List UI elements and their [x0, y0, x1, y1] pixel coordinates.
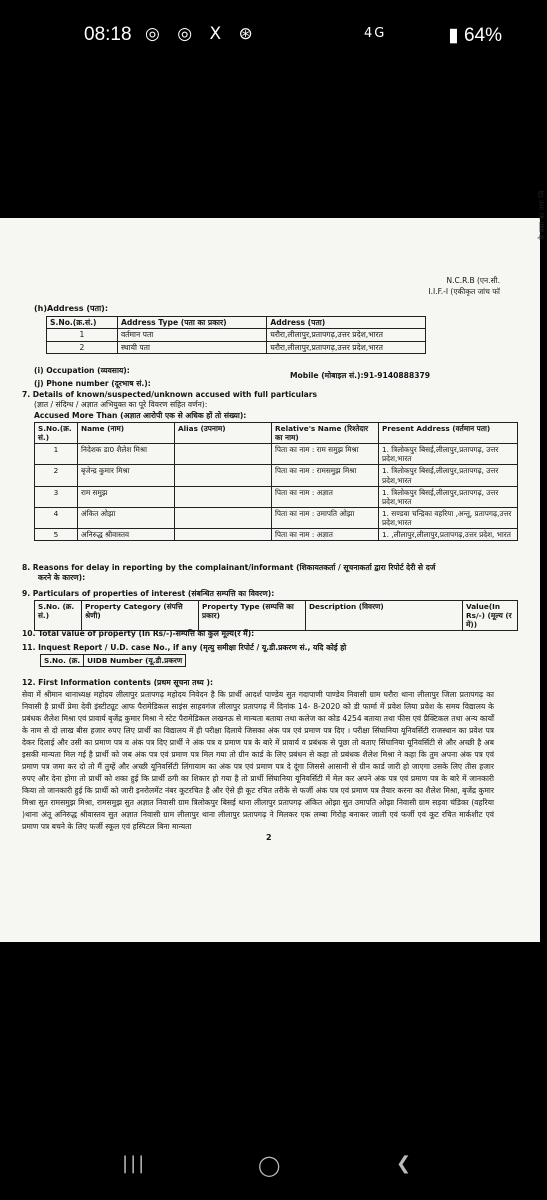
- accused-cell: बृजेन्द्र कुमार मिश्रा: [78, 465, 175, 486]
- address-cell: 2: [47, 341, 118, 353]
- table-row: [35, 465, 518, 486]
- accused-cell: राम समुझ: [78, 486, 175, 507]
- accused-cell: पिता का नाम : अज्ञात: [272, 486, 379, 507]
- accused-cell: पिता का नाम : राम समुझ मिश्रा: [272, 444, 379, 465]
- battery-level: 64%: [463, 25, 502, 46]
- address-table: [46, 316, 426, 354]
- fir-document: [0, 190, 546, 942]
- header-iif: I.I.F.-I (एकीकृत जांच फॉ: [428, 287, 500, 296]
- accused-cell: पिता का नाम : अज्ञात: [272, 529, 379, 541]
- accused-cell: 1. त्रिलोकपुर बिसई,लीलापुर,प्रतापगढ़, उत्तर प्रदेश,भारत: [379, 486, 518, 507]
- property-table: [34, 600, 518, 631]
- edge-text: के प्रसा का तथा जि: [538, 190, 546, 240]
- accused-cell: 5: [35, 529, 78, 541]
- address-header: Address Type (पता का प्रकार): [117, 317, 266, 329]
- home-icon: ◯: [258, 1153, 281, 1177]
- occupation-line: (i) Occupation (व्यवसाय):: [34, 366, 130, 375]
- item7-title: 7. Details of known/suspected/unknown accused with full particulars: [22, 390, 318, 399]
- fir-contents: सेवा में श्रीमान थानाध्यक्ष महोदय लीलापुर प्रतापगढ़ महोदय निवेदन है कि प्रार्थी आदर्श पाण्डेय सुत गदापाणी पाण्डेय निवासी ग्राम घरौरा थाना लीलापुर जिला प्रतापगढ़ का निवासी है प्रार्थी प्रेमा देवी इंस्टीट्यूट आफ पैरामेडिकल साइंस साहवगंज लीलापुर प्रतापगढ़ में दिनांक 14- 8-2020 को डी फार्मा में प्रवेश लिया प्रवेश के समय विद्यालय के प्रबंधक शैलेश मिश्रा एवं प्रावार्य बृजेंद्र कुमार मिश्रा ने स्टेट पैरामेडिकल लखनऊ से मान्यता बताया तथा कलेज का कोड 4254 बताया तथा फीस एवं प्रैक्टिकल तथा अन्य कार्यों के नाम से दो लाख बीस हजार रुपए लिए प्रार्थी का विद्यालय में ही परीक्षा दिलाये जिसका अंक पत्र एवं प्रमाण पत्र दिए । परीक्षा सिंघानिया यूनिवर्सिटी राजस्थान का प्रवेश पत्र देकर दिलाई और उसी का प्रमाण पत्र व अंक पत्र दिए प्रार्थी ने अंक पत्र व प्रमाण पत्र के बारे में प्रावार्य व प्रबंधक से पूछा तो बताए सिंघानिया यूनिवर्सिटी से और अच्छी है अब इसकी मान्यता मिल गई है प्रार्थी को जब अंक पत्र एवं प्रमाण पत्र मिल गया तो ग्रीन कार्ड के लिए प्रबंधन से कहा तो प्रबंधक शैलेश मिश्रा ने कहा कि तुम अपना अंक पत्र एवं प्रमाण पत्र जमा कर दो तो मैं तुम्हें और अच्छी यूनिवर्सिटी लिंगायाम का अंक पत्र एवं प्रमाण पत्र दे दूंगा जिससे आसानी से ग्रीन कार्ड जारी हो जाएगा उसके लिए तीस हजार रुपए और देना होगा तो प्रार्थी को शका हुई कि प्रार्थी ठगी का शिकार हो गया है तो प्रार्थी सिंघानिया यूनिवर्सिटी में मेल कर अपने अंक पत्र एवं प्रमाण पत्र के बारे में जानकारी किया तो जानकारी हुई कि प्रार्थी को जारी इनरोलमेंट नंबर कूटरचित है और ऐसे ही कूट रचित तरीके से फर्जी अंक पत्र एवं प्रमाण पत्र तैयार करना का शैलेश मिश्रा, बृजेंद्र कुमार मिश्रा सुत रामसमुझ मिश्रा, रामसमुझ सुत अज्ञात निवासी ग्राम त्रिलोकपुर बिसई थाना लीलापुर प्रतापगढ़ अंकित ओझा सुत उमापति ओझा निवासी ग्राम सड़वा चंडिका (वहरिया )थाना अंतू अनिरुद्ध श्रीवास्तव सुत अज्ञात निवासी ग्राम लीलापुर थाना लीलापुर प्रतापगढ़ ने मिलकर एक लम्बा गिरोह बनाकर जाली एवं फर्जी एवं कूट रचित मार्कशीट एवं प्रमाण पत्र बचने के लिए फर्जी स्कूल एवं हस्पिटल बिना मान्यता: [22, 690, 494, 831]
- accused-table: [34, 422, 518, 541]
- property-header: Property Type (सम्पत्ति का प्रकार): [199, 601, 306, 631]
- mobile-line: Mobile (मोबाइल सं.):91-9140888379: [290, 371, 431, 380]
- address-cell: स्थायी पता: [117, 341, 266, 353]
- item8-cont: करने के कारण):: [38, 573, 86, 582]
- address-cell: वर्तमान पता: [117, 329, 266, 341]
- table-row: [35, 444, 518, 465]
- accused-more-than: Accused More Than (अज्ञात आरोपी एक से अधिक हों तो संख्या):: [34, 411, 247, 420]
- item12: 12. First Information contents (प्रथम सूचना तथ्य ):: [22, 678, 213, 687]
- back-button[interactable]: [396, 1153, 411, 1174]
- item8: 8. Reasons for delay in reporting by the complainant/informant (शिकायतकर्ता / सूचनाकर्ता द्वारा रिपोर्ट देरी से दर्ज: [22, 563, 436, 572]
- address-heading: (h)Address (पता):: [34, 304, 109, 313]
- uidb-header: S.No. (क्र.: [41, 655, 84, 667]
- accused-cell: [175, 465, 272, 486]
- table-row: [47, 329, 426, 341]
- table-row: [35, 486, 518, 507]
- accused-cell: पिता का नाम : उमापति ओझा: [272, 507, 379, 528]
- accused-cell: 1. ,लीलापुर,लीलापुर,प्रतापगढ़,उत्तर प्रदेश, भारत: [379, 529, 518, 541]
- table-row: [35, 507, 518, 528]
- address-header: S.No.(क्र.सं.): [47, 317, 118, 329]
- battery-indicator: [448, 24, 502, 47]
- page-number: 2: [266, 833, 272, 842]
- property-header: Value(In Rs/-) (मूल्य (र में)): [463, 601, 518, 631]
- address-cell: घरौरा,लीलापुर,प्रतापगढ़,उत्तर प्रदेश,भारत: [267, 329, 426, 341]
- phone-line: (j) Phone number (दूरभाष सं.):: [34, 379, 151, 388]
- status-bar: [0, 0, 540, 72]
- accused-cell: 3: [35, 486, 78, 507]
- property-header: Property Category (संपत्ति श्रेणी): [82, 601, 199, 631]
- document-photo[interactable]: [0, 190, 546, 942]
- address-cell: घरौरा,लीलापुर,प्रतापगढ़,उत्तर प्रदेश,भारत: [267, 341, 426, 353]
- network-icon: 4G: [364, 26, 387, 41]
- table-row: [47, 341, 426, 353]
- status-time: 08:18: [84, 24, 132, 45]
- accused-cell: 1. त्रिलोकपुर बिसई,लीलापुर,प्रतापगढ़, उत्तर प्रदेश,भारत: [379, 465, 518, 486]
- item10: 10. Total value of property (In Rs/-)-सम्पत्ति का कुल मूल्य(र में):: [22, 629, 255, 638]
- accused-cell: 1. सण्डवा चन्द्रिका वहरिया ,अन्तू, प्रतापगढ़,उत्तर प्रदेश,भारत: [379, 507, 518, 528]
- accused-header: Alias (उपनाम): [175, 423, 272, 444]
- accused-header: S.No.(क्र. सं.): [35, 423, 78, 444]
- uidb-header: UIDB Number (यू.डी.प्रकरण: [84, 655, 186, 667]
- accused-header: Present Address (वर्तमान पता): [379, 423, 518, 444]
- accused-cell: निदेशक डा0 शैलेश मिश्रा: [78, 444, 175, 465]
- accused-cell: पिता का नाम : रामसमुझ मिश्रा: [272, 465, 379, 486]
- item11: 11. Inquest Report / U.D. case No., if any (मृत्यु समीक्षा रिपोर्ट / यू.डी.प्रकरण सं., यदि कोई हो: [22, 643, 347, 652]
- notification-icons: ◎ ◎ X ⊛: [145, 24, 259, 44]
- item9: 9. Particulars of properties of interest (संबन्धित सम्पत्ति का विवरण):: [22, 589, 275, 598]
- address-cell: 1: [47, 329, 118, 341]
- property-header: Description (विवरण): [306, 601, 463, 631]
- uidb-table: [40, 654, 186, 667]
- accused-cell: अंकित ओझा: [78, 507, 175, 528]
- accused-cell: 2: [35, 465, 78, 486]
- accused-cell: [175, 529, 272, 541]
- header-ncrb: N.C.R.B (एन.सी.: [446, 276, 500, 285]
- recent-apps-icon: |||: [122, 1153, 147, 1174]
- accused-cell: अनिरुद्ध श्रीवास्तव: [78, 529, 175, 541]
- accused-header: Name (नाम): [78, 423, 175, 444]
- table-row: [35, 529, 518, 541]
- back-icon: ❮: [396, 1153, 412, 1174]
- battery-icon: ▮: [448, 25, 464, 46]
- accused-cell: 1: [35, 444, 78, 465]
- accused-header: Relative's Name (रिश्तेदार का नाम): [272, 423, 379, 444]
- accused-cell: [175, 507, 272, 528]
- accused-cell: 1. त्रिलोकपुर बिसई,लीलापुर,प्रतापगढ़, उत्तर प्रदेश,भारत: [379, 444, 518, 465]
- address-header: Address (पता): [267, 317, 426, 329]
- accused-cell: 4: [35, 507, 78, 528]
- accused-cell: [175, 444, 272, 465]
- accused-cell: [175, 486, 272, 507]
- home-button[interactable]: [258, 1153, 280, 1177]
- recent-apps-button[interactable]: [122, 1153, 146, 1174]
- property-header: S.No. (क्र. सं.): [35, 601, 82, 631]
- item7-subtitle: (ज्ञात / संदिग्ध / अज्ञात अभियुक्त का पूरे विवरण सहित वर्णन):: [34, 400, 208, 409]
